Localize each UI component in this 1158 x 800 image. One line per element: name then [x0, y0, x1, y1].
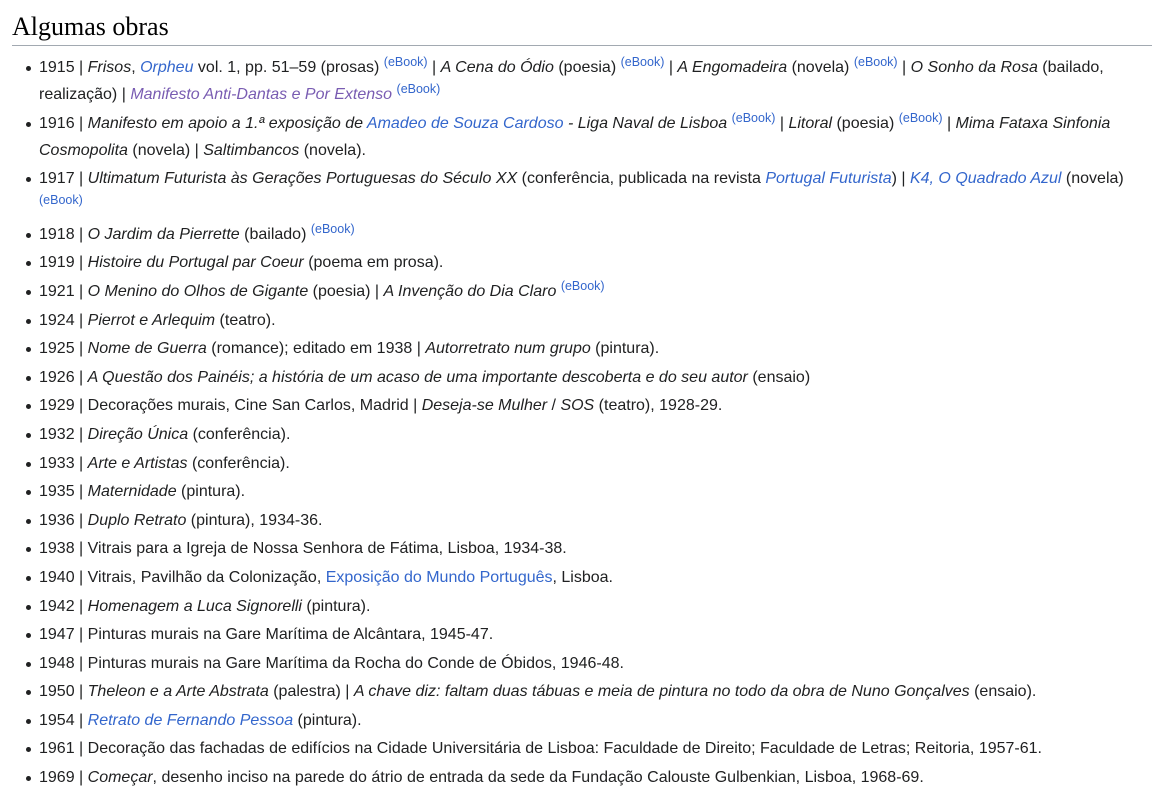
- work-text: (novela): [1061, 170, 1124, 188]
- work-list-item: [39, 421, 1157, 448]
- ebook-link[interactable]: (eBook): [560, 278, 605, 293]
- work-text: /: [547, 397, 561, 415]
- work-text: ,: [131, 59, 141, 76]
- work-title: Frisos: [87, 59, 132, 76]
- work-text: (poesia): [832, 114, 899, 132]
- work-title: Deseja-se Mulher: [421, 397, 548, 415]
- work-text: (pintura), 1934-36.: [186, 511, 323, 529]
- work-link[interactable]: Manifesto Anti-Dantas e Por Extenso: [130, 86, 393, 103]
- ebook-link[interactable]: (eBook): [310, 221, 355, 236]
- work-text: |: [427, 59, 441, 76]
- work-text: (teatro), 1928-29.: [594, 397, 723, 415]
- work-text: (pintura).: [293, 711, 362, 729]
- work-list-item: [39, 392, 1157, 419]
- work-text: (novela): [787, 59, 854, 76]
- work-title: Maternidade: [87, 483, 177, 501]
- work-title: Ultimatum Futurista às Gerações Portuguesas do Século XX: [87, 170, 518, 188]
- work-title: Começar: [87, 769, 153, 787]
- work-text: 1954 |: [39, 711, 88, 729]
- work-title: A Questão dos Painéis; a história de um acaso de uma importante descoberta e do seu autor: [87, 368, 748, 386]
- work-text: |: [775, 114, 789, 132]
- work-title: Mima Fataxa Sinfonia Cosmopolita: [39, 114, 1111, 159]
- work-text: (pintura).: [590, 340, 660, 358]
- work-list-item: [39, 478, 1157, 505]
- work-text: 1936 |: [39, 511, 88, 529]
- work-text: 1932 |: [39, 425, 88, 443]
- work-link[interactable]: Portugal Futurista: [765, 170, 892, 188]
- work-title: Duplo Retrato: [87, 511, 187, 529]
- work-text: (bailado): [239, 225, 311, 243]
- work-text: 1917 |: [39, 170, 88, 188]
- work-list-item: [39, 507, 1157, 534]
- work-title: A Invenção do Dia Claro: [383, 282, 557, 300]
- work-list-item: [39, 707, 1157, 734]
- work-text: (novela).: [299, 141, 366, 159]
- ebook-link[interactable]: (eBook): [731, 110, 776, 125]
- work-text: 1929 | Decorações murais, Cine San Carlos, Madrid |: [39, 397, 422, 415]
- work-list-item: [39, 364, 1157, 391]
- work-text: (pintura).: [301, 597, 371, 615]
- work-text: (poesia): [553, 59, 621, 76]
- ebook-link[interactable]: (eBook): [898, 110, 943, 125]
- work-link[interactable]: Retrato de Fernando Pessoa: [87, 711, 294, 729]
- work-text: 1961 | Decoração das fachadas de edifícios na Cidade Universitária de Lisboa: Faculdade de Direito; Faculdade de Letras; Reitoria, 1957-61.: [39, 740, 1042, 758]
- work-text: (palestra) |: [268, 683, 354, 701]
- work-title: Nome de Guerra: [87, 340, 207, 358]
- work-list-item: [39, 764, 1157, 791]
- work-text: 1933 |: [39, 454, 88, 472]
- work-text: (conferência, publicada na revista: [517, 170, 766, 188]
- work-text: 1940 | Vitrais, Pavilhão da Colonização,: [39, 568, 326, 586]
- work-text: (pintura).: [176, 483, 246, 501]
- work-list-item: [39, 450, 1157, 477]
- ebook-link[interactable]: (eBook): [396, 82, 441, 96]
- work-text: (conferência).: [187, 454, 290, 472]
- work-text: 1969 |: [39, 769, 88, 787]
- work-title: Autorretrato num grupo: [425, 340, 591, 358]
- work-text: 1935 |: [39, 483, 88, 501]
- work-title: Pierrot e Arlequim: [87, 311, 216, 329]
- section-heading: Algumas obras: [12, 0, 1152, 46]
- ebook-link[interactable]: (eBook): [620, 55, 665, 69]
- work-title: Histoire du Portugal par Coeur: [87, 254, 304, 272]
- work-title: Direção Única: [87, 425, 189, 443]
- work-text: vol. 1, pp. 51–59 (prosas): [193, 59, 384, 76]
- work-link[interactable]: Exposição do Mundo Português: [325, 568, 553, 586]
- work-title: Manifesto em apoio a 1.ª exposição de: [87, 114, 367, 132]
- work-text: |: [664, 59, 678, 76]
- work-text: (poema em prosa).: [303, 254, 444, 272]
- work-title: SOS: [560, 397, 595, 415]
- work-title: A Engomadeira: [677, 59, 788, 76]
- work-text: (teatro).: [215, 311, 276, 329]
- ebook-link[interactable]: (eBook): [853, 55, 898, 69]
- work-text: 1925 |: [39, 340, 88, 358]
- work-title: O Menino do Olhos de Gigante: [87, 282, 309, 300]
- work-text: 1948 | Pinturas murais na Gare Marítima da Rocha do Conde de Óbidos, 1946-48.: [39, 654, 624, 672]
- work-list-item: [39, 165, 1157, 219]
- work-text: 1921 |: [39, 282, 88, 300]
- work-text: 1942 |: [39, 597, 88, 615]
- work-text: (poesia) |: [308, 282, 384, 300]
- work-list-item: [39, 535, 1157, 562]
- work-text: |: [897, 59, 911, 76]
- work-list-item: [39, 621, 1157, 648]
- work-list-item: [39, 335, 1157, 362]
- work-list-item: [39, 650, 1157, 677]
- work-text: ) |: [891, 170, 910, 188]
- work-text: (novela) |: [127, 141, 204, 159]
- work-text: (romance); editado em 1938 |: [206, 340, 426, 358]
- work-link[interactable]: Orpheu: [140, 59, 194, 76]
- ebook-link[interactable]: (eBook): [39, 193, 83, 208]
- work-title: Theleon e a Arte Abstrata: [87, 683, 269, 701]
- work-list-item: [39, 54, 1157, 108]
- work-text: 1919 |: [39, 254, 88, 272]
- work-title: O Jardim da Pierrette: [87, 225, 240, 243]
- work-list-item: [39, 221, 1157, 248]
- work-text: (conferência).: [188, 425, 291, 443]
- work-text: 1926 |: [39, 368, 88, 386]
- work-list-item: [39, 307, 1157, 334]
- ebook-link[interactable]: (eBook): [383, 55, 428, 69]
- work-text: 1938 | Vitrais para a Igreja de Nossa Senhora de Fátima, Lisboa, 1934-38.: [39, 540, 567, 558]
- work-link[interactable]: K4, O Quadrado Azul: [909, 170, 1062, 188]
- work-text: 1950 |: [39, 683, 88, 701]
- work-title: Homenagem a Luca Signorelli: [87, 597, 302, 615]
- work-text: 1924 |: [39, 311, 88, 329]
- work-text: 1918 |: [39, 225, 88, 243]
- work-title: Saltimbancos: [203, 141, 300, 159]
- work-title: O Sonho da Rosa: [910, 59, 1038, 76]
- work-list-item: [39, 278, 1157, 305]
- works-list: [12, 54, 1157, 791]
- work-text: , desenho inciso na parede do átrio de entrada da sede da Fundação Calouste Gulbenkian, Lisboa, 1968-69.: [152, 769, 924, 787]
- work-text: (ensaio).: [969, 683, 1037, 701]
- work-text: (ensaio): [747, 368, 811, 386]
- work-title: - Liga Naval de Lisboa: [563, 114, 728, 132]
- work-link[interactable]: Amadeo de Souza Cardoso: [366, 114, 564, 132]
- work-list-item: [39, 735, 1157, 762]
- work-title: A Cena do Ódio: [440, 59, 554, 76]
- work-title: A chave diz: faltam duas tábuas e meia de pintura no todo da obra de Nuno Gonçalves: [353, 683, 970, 701]
- work-text: 1915 |: [39, 59, 88, 76]
- work-list-item: [39, 249, 1157, 276]
- work-list-item: [39, 593, 1157, 620]
- work-text: (bailado, realização) |: [39, 59, 1104, 103]
- work-text: , Lisboa.: [552, 568, 613, 586]
- work-list-item: [39, 110, 1157, 164]
- work-title: Litoral: [788, 114, 833, 132]
- work-text: 1916 |: [39, 114, 88, 132]
- work-list-item: [39, 678, 1157, 705]
- work-list-item: [39, 564, 1157, 591]
- work-text: 1947 | Pinturas murais na Gare Marítima de Alcântara, 1945-47.: [39, 626, 494, 644]
- work-text: |: [942, 114, 956, 132]
- work-title: Arte e Artistas: [87, 454, 188, 472]
